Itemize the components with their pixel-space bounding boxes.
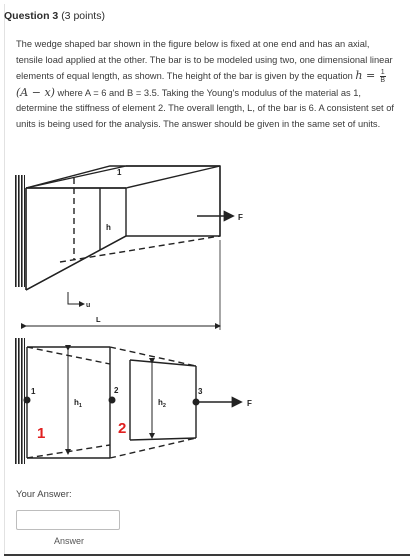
wedge-bar-figure — [0, 150, 414, 475]
u-label: u — [86, 302, 91, 309]
answer-input[interactable] — [16, 510, 120, 530]
equation-rhs: (A − x) — [16, 85, 55, 99]
h2-label: $h_2$ — [158, 398, 166, 409]
question-points: (3 points) — [61, 10, 105, 22]
answer-label: Your Answer: — [16, 489, 72, 500]
node-3 — [193, 399, 200, 406]
question-text-part2: where A = 6 and B = 3.5. Taking the Young's modulus of the material as 1, determine the stiffness of element 2. The overall length, L, of the bar is 6. A consistent set of units is being used for the analysis. The answer should be given in the same set of units. — [16, 87, 394, 129]
question-text-part1: The wedge shaped bar shown in the figure below is fixed at one end and has an axial, tensile load applied at the other. The bar is to be modeled using two, one dimensional linear elements of equal length, as shown. The height of the bar is given by the equation — [16, 39, 393, 81]
fixed-support-bottom-hatch — [14, 338, 25, 464]
node-1-label: 1 — [31, 387, 36, 396]
force-label-bottom: F — [247, 399, 252, 408]
element-2-number: 2 — [118, 420, 127, 437]
wedge-3d-view — [14, 166, 220, 290]
node-2 — [109, 397, 116, 404]
node-3-label: 3 — [198, 387, 203, 396]
length-label: L — [96, 315, 101, 324]
fixed-support-top-hatch — [14, 175, 25, 287]
answer-sub-label: Answer — [54, 536, 85, 546]
two-element-model — [14, 338, 196, 464]
element-1-number: 1 — [37, 425, 46, 442]
node-1 — [24, 397, 31, 404]
dim-label-top: 1 — [117, 168, 122, 177]
question-title: Question 3 — [4, 10, 59, 22]
question-header — [4, 10, 105, 22]
equation-lhs: h = — [355, 69, 379, 82]
force-label-top: F — [238, 213, 243, 222]
height-label-top: h — [106, 223, 111, 232]
wedge-outline — [26, 166, 220, 290]
question-text — [16, 37, 396, 132]
h1-label: $h_1$ — [74, 398, 82, 409]
u-axis-arrow — [68, 292, 84, 304]
bottom-divider — [4, 554, 410, 556]
equation-fraction: $\frac{1}{B}$ — [380, 69, 385, 85]
node-2-label: 2 — [114, 386, 119, 395]
